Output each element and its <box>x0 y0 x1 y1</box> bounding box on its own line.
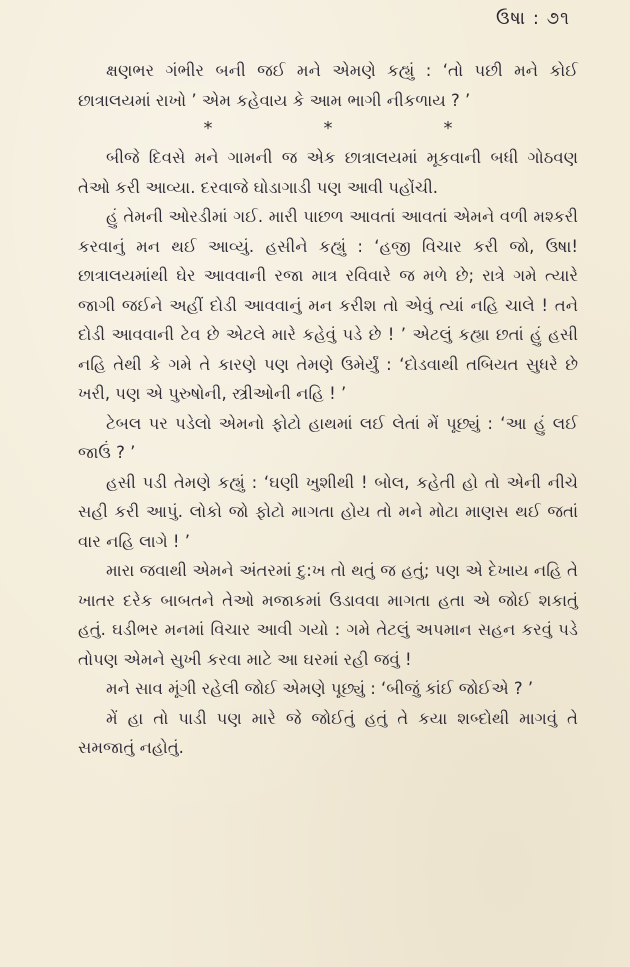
section-break-star: * <box>323 118 333 139</box>
running-header <box>496 8 570 29</box>
section-break-star: * <box>443 118 453 139</box>
paragraph: મને સાવ મૂંગી રહેલી જોઈ એમણે પૂછ્યું : ‘બીજું કાંઈ જોઈએ ? ’ <box>106 679 534 698</box>
paragraph: બીજે દિવસે મને ગામની જ એક છાત્રાલયમાં મૂકવાની બધી ગોઠવણ તેઓ કરી આવ્યા. દરવાજે ઘોડાગાડી પણ આવી પહોંચી. <box>78 148 578 197</box>
body-text <box>78 56 578 763</box>
running-title: ઉષા <box>496 8 527 29</box>
section-break <box>148 117 508 141</box>
paragraph: ટેબલ પર પડેલો એમનો ફોટો હાથમાં લઈ લેતાં મેં પૂછ્યું : ‘આ હું લઈ જાઉં ? ’ <box>78 413 578 462</box>
page-number: ૭૧ <box>546 8 570 29</box>
paragraph: મારા જવાથી એમને અંતરમાં દુ:ખ તો થતું જ હતું; પણ એ દેખાય નહિ તે ખાતર દરેક બાબતને તેઓ મજાકમાં ઉડાવવા માગતા હતા એ જોઈ શકાતું હતું. ઘડીભર મનમાં વિચાર આવી ગયો : ગમે તેટલું અપમાન સહન કરવું પડે તોપણ એમને સુખી કરવા માટે આ ઘરમાં રહી જવું ! <box>78 561 578 669</box>
header-separator: : <box>532 8 540 29</box>
paragraph: ક્ષણભર ગંભીર બની જઈ મને એમણે કહ્યું : ‘તો પછી મને કોઈ છાત્રાલયમાં રાખો ’ એમ કહેવાય કે આમ ભાગી નીકળાય ? ’ <box>78 61 578 110</box>
paragraph: મેં હા તો પાડી પણ મારે જે જોઈતું હતું તે કયા શબ્દોથી માગવું તે સમજાતું નહોતું. <box>78 708 578 757</box>
section-break-star: * <box>203 118 213 139</box>
paragraph: હસી પડી તેમણે કહ્યું : ‘ઘણી ખુશીથી ! બોલ, કહેતી હો તો એની નીચે સહી કરી આપું. લોકો જો ફોટો માગતા હોય તો મને મોટા માણસ થઈ જતાં વાર નહિ લાગે ! ’ <box>78 472 578 551</box>
paragraph: હું તેમની ઓરડીમાં ગઈ. મારી પાછળ આવતાં આવતાં એમને વળી મશ્કરી કરવાનું મન થઈ આવ્યું. હસીને કહ્યું : ‘હજી વિચાર કરી જો, ઉષા! છાત્રાલયમાંથી ઘેર આવવાની રજા માત્ર રવિવારે જ મળે છે; રાત્રે ગમે ત્યારે જાગી જઈને અહીં દોડી આવવાનું મન કરીશ તો એવું ત્યાં નહિ ચાલે ! તને દોડી આવવાની ટેવ છે એટલે મારે કહેવું પડે છે ! ’ એટલું કહ્યા છતાં હું હસી નહિ તેથી કે ગમે તે કારણે પણ તેમણે ઉમેર્યું : ‘દોડવાથી તબિયત સુધરે છે ખરી, પણ એ પુરુષોની, સ્ત્રીઓની નહિ ! ’ <box>78 207 578 403</box>
